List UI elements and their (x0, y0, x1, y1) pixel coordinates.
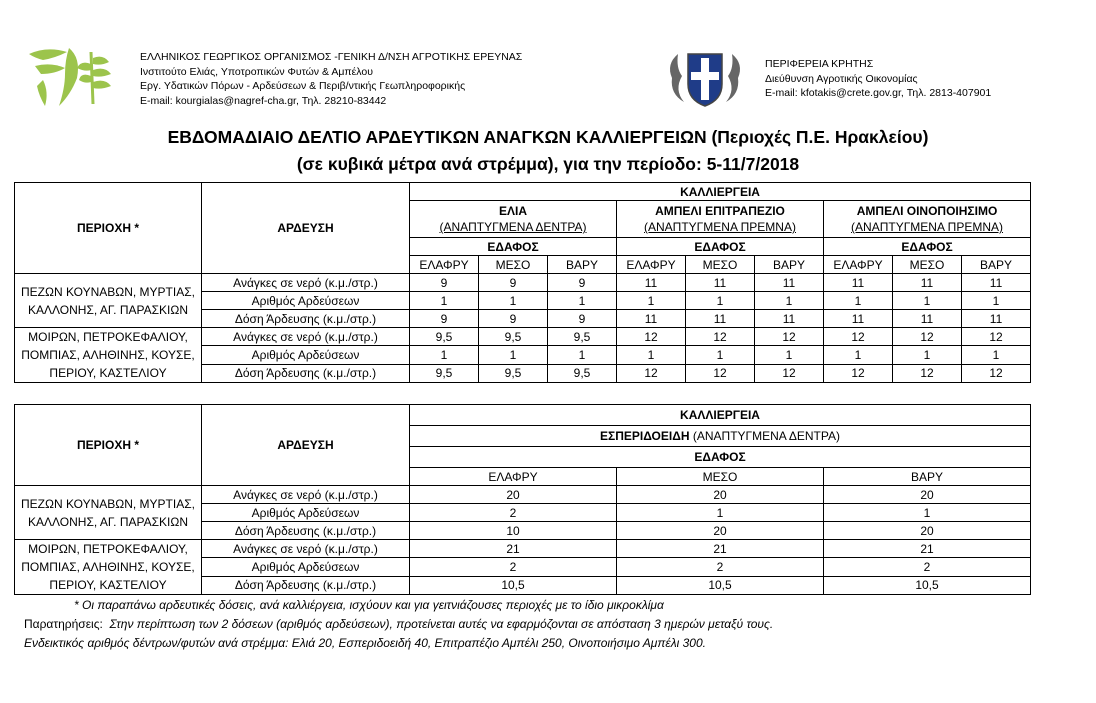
value-cell: 9 (410, 274, 479, 292)
value-cell: 12 (893, 328, 962, 346)
value-cell: 1 (410, 346, 479, 364)
value-cell: 12 (893, 364, 962, 382)
crops-header: ΚΑΛΛΙΕΡΓΕΙΑ (410, 405, 1031, 426)
value-cell: 9,5 (548, 364, 617, 382)
value-cell: 21 (617, 540, 824, 558)
measure-label: Δόση Άρδευσης (κ.μ./στρ.) (202, 576, 410, 594)
value-cell: 11 (962, 274, 1031, 292)
value-cell: 20 (617, 486, 824, 504)
value-cell: 11 (755, 310, 824, 328)
value-cell: 1 (893, 346, 962, 364)
value-cell: 20 (824, 486, 1031, 504)
value-cell: 9,5 (479, 364, 548, 382)
value-cell: 12 (962, 364, 1031, 382)
header-right-info (765, 57, 991, 101)
region-cell: ΜΟΙΡΩΝ, ΠΕΤΡΟΚΕΦΑΛΙΟΥ, ΠΟΜΠΙΑΣ, ΑΛΗΘΙΝΗΣ, ΚΟΥΣΕ, ΠΕΡΙΟΥ, ΚΑΣΤΕΛΙΟΥ (15, 328, 202, 383)
irrigation-header: ΑΡΔΕΥΣΗ (202, 183, 410, 274)
note-plant-density: Ενδεικτικός αριθμός δέντρων/φυτών ανά στρέμμα: Ελιά 20, Εσπεριδοειδή 40, Επιτραπέζιο Αμπέλι 250, Οινοποιήσιμο Αμπέλι 300. (24, 636, 706, 650)
value-cell: 1 (824, 504, 1031, 522)
right-contact: E-mail: kfotakis@crete.gov.gr, Τηλ. 2813-407901 (765, 87, 992, 100)
value-cell: 1 (548, 346, 617, 364)
measure-label: Ανάγκες σε νερό (κ.μ./στρ.) (202, 328, 410, 346)
value-cell: 1 (893, 292, 962, 310)
value-cell: 9 (479, 310, 548, 328)
value-cell: 20 (410, 486, 617, 504)
value-cell: 12 (617, 364, 686, 382)
table-row (15, 274, 1031, 292)
crops-header: ΚΑΛΛΙΕΡΓΕΙΑ (410, 183, 1031, 201)
footnotes (24, 596, 773, 653)
measure-label: Ανάγκες σε νερό (κ.μ./στρ.) (202, 274, 410, 292)
crop-header-wine-grape: ΑΜΠΕΛΙ ΟΙΝΟΠΟΙΗΣΙΜΟ (ΑΝΑΠΤΥΓΜΕΝΑ ΠΡΕΜΝΑ) (824, 201, 1031, 238)
value-cell: 1 (479, 346, 548, 364)
value-cell: 9,5 (479, 328, 548, 346)
value-cell: 9 (479, 274, 548, 292)
table-row (15, 328, 1031, 346)
value-cell: 11 (824, 274, 893, 292)
value-cell: 12 (686, 364, 755, 382)
value-cell: 1 (686, 292, 755, 310)
value-cell: 1 (962, 346, 1031, 364)
value-cell: 20 (824, 522, 1031, 540)
value-cell: 2 (410, 558, 617, 576)
soil-label: ΕΔΑΦΟΣ (410, 238, 617, 256)
soil-label: ΕΔΑΦΟΣ (410, 447, 1031, 468)
note-remarks: Παρατηρήσεις: Στην περίπτωση των 2 δόσεων (αριθμός αρδεύσεων), προτείνεται αυτές να εφαρμόζονται σε απόσταση 3 ημερών μεταξύ τους. (24, 617, 774, 631)
value-cell: 1 (617, 346, 686, 364)
lab-name: Εργ. Υδατικών Πόρων - Αρδεύσεων & Περιβ/ντικής Γεωπληροφορικής (140, 80, 466, 93)
region-cell: ΜΟΙΡΩΝ, ΠΕΤΡΟΚΕΦΑΛΙΟΥ, ΠΟΜΠΙΑΣ, ΑΛΗΘΙΝΗΣ, ΚΟΥΣΕ, ΠΕΡΙΟΥ, ΚΑΣΤΕΛΙΟΥ (15, 540, 202, 595)
soil-medium: ΜΕΣΟ (617, 468, 824, 486)
value-cell: 9 (410, 310, 479, 328)
value-cell: 9,5 (548, 328, 617, 346)
region-header: ΠΕΡΙΟΧΗ * (15, 405, 202, 486)
soil-heavy: ΒΑΡΥ (755, 256, 824, 274)
soil-heavy: ΒΑΡΥ (548, 256, 617, 274)
value-cell: 10,5 (824, 576, 1031, 594)
left-contact: E-mail: kourgialas@nagref-cha.gr, Τηλ. 28210-83442 (140, 94, 387, 107)
soil-label: ΕΔΑΦΟΣ (824, 238, 1031, 256)
header-left-info (140, 50, 522, 108)
value-cell: 12 (824, 328, 893, 346)
measure-label: Αριθμός Αρδεύσεων (202, 346, 410, 364)
value-cell: 11 (617, 274, 686, 292)
value-cell: 12 (755, 328, 824, 346)
value-cell: 2 (410, 504, 617, 522)
value-cell: 11 (893, 310, 962, 328)
crop-header-olive: ΕΛΙΑ (ΑΝΑΠΤΥΓΜΕΝΑ ΔΕΝΤΡΑ) (410, 201, 617, 238)
measure-label: Ανάγκες σε νερό (κ.μ./στρ.) (202, 540, 410, 558)
value-cell: 1 (548, 292, 617, 310)
measure-label: Αριθμός Αρδεύσεων (202, 504, 410, 522)
value-cell: 12 (824, 364, 893, 382)
table-row (15, 540, 1031, 558)
value-cell: 1 (824, 292, 893, 310)
soil-light: ΕΛΑΦΡΥ (410, 468, 617, 486)
value-cell: 1 (755, 346, 824, 364)
soil-heavy: ΒΑΡΥ (962, 256, 1031, 274)
value-cell: 9 (548, 310, 617, 328)
table-row (15, 486, 1031, 504)
value-cell: 12 (755, 364, 824, 382)
value-cell: 11 (686, 274, 755, 292)
value-cell: 11 (755, 274, 824, 292)
note-microclimate: * Οι παραπάνω αρδευτικές δόσεις, ανά καλλιέργεια, ισχύουν και για γειτνιάζουσες περιοχές με το ίδιο μικροκλίμα (74, 598, 664, 612)
measure-label: Αριθμός Αρδεύσεων (202, 292, 410, 310)
elgo-logo (25, 44, 125, 112)
irrigation-table-olive-vine (14, 182, 1031, 383)
region-cell: ΠΕΖΩΝ ΚΟΥΝΑΒΩΝ, ΜΥΡΤΙΑΣ, ΚΑΛΛΟΝΗΣ, ΑΓ. ΠΑΡΑΣΚΙΩΝ (15, 274, 202, 328)
soil-medium: ΜΕΣΟ (686, 256, 755, 274)
value-cell: 1 (824, 346, 893, 364)
directorate-name: Διεύθυνση Αγροτικής Οικονομίας (765, 72, 918, 85)
value-cell: 10,5 (617, 576, 824, 594)
value-cell: 1 (755, 292, 824, 310)
region-header: ΠΕΡΙΟΧΗ * (15, 183, 202, 274)
measure-label: Δόση Άρδευσης (κ.μ./στρ.) (202, 522, 410, 540)
measure-label: Ανάγκες σε νερό (κ.μ./στρ.) (202, 486, 410, 504)
value-cell: 11 (824, 310, 893, 328)
value-cell: 10,5 (410, 576, 617, 594)
measure-label: Δόση Άρδευσης (κ.μ./στρ.) (202, 310, 410, 328)
soil-medium: ΜΕΣΟ (479, 256, 548, 274)
table2-body (15, 486, 1031, 595)
value-cell: 2 (617, 558, 824, 576)
soil-light: ΕΛΑΦΡΥ (410, 256, 479, 274)
value-cell: 12 (617, 328, 686, 346)
irrigation-table-citrus (14, 404, 1031, 595)
soil-label: ΕΔΑΦΟΣ (617, 238, 824, 256)
value-cell: 10 (410, 522, 617, 540)
region-cell: ΠΕΖΩΝ ΚΟΥΝΑΒΩΝ, ΜΥΡΤΙΑΣ, ΚΑΛΛΟΝΗΣ, ΑΓ. ΠΑΡΑΣΚΙΩΝ (15, 486, 202, 540)
value-cell: 12 (686, 328, 755, 346)
table1-body (15, 274, 1031, 383)
crop-header-table-grape: ΑΜΠΕΛΙ ΕΠΙΤΡΑΠΕΖΙΟ (ΑΝΑΠΤΥΓΜΕΝΑ ΠΡΕΜΝΑ) (617, 201, 824, 238)
soil-medium: ΜΕΣΟ (893, 256, 962, 274)
value-cell: 12 (962, 328, 1031, 346)
crop-header-citrus: ΕΣΠΕΡΙΔΟΕΙΔΗ (ΑΝΑΠΤΥΓΜΕΝΑ ΔΕΝΤΡΑ) (410, 426, 1031, 447)
soil-light: ΕΛΑΦΡΥ (617, 256, 686, 274)
value-cell: 9 (548, 274, 617, 292)
measure-label: Δόση Άρδευσης (κ.μ./στρ.) (202, 364, 410, 382)
value-cell: 11 (617, 310, 686, 328)
value-cell: 21 (410, 540, 617, 558)
value-cell: 2 (824, 558, 1031, 576)
value-cell: 9,5 (410, 364, 479, 382)
document-subtitle: (σε κυβικά μέτρα ανά στρέμμα), για την περίοδο: 5-11/7/2018 (296, 154, 800, 174)
institute-name: Ινστιτούτο Ελιάς, Υποτροπικών Φυτών & Αμπέλου (140, 65, 373, 78)
value-cell: 20 (617, 522, 824, 540)
value-cell: 1 (686, 346, 755, 364)
value-cell: 1 (962, 292, 1031, 310)
value-cell: 21 (824, 540, 1031, 558)
value-cell: 1 (617, 292, 686, 310)
region-name: ΠΕΡΙΦΕΡΕΙΑ ΚΡΗΤΗΣ (765, 58, 874, 70)
value-cell: 11 (686, 310, 755, 328)
soil-light: ΕΛΑΦΡΥ (824, 256, 893, 274)
value-cell: 11 (962, 310, 1031, 328)
value-cell: 9,5 (410, 328, 479, 346)
value-cell: 1 (479, 292, 548, 310)
soil-heavy: ΒΑΡΥ (824, 468, 1031, 486)
greek-emblem-icon (664, 46, 746, 110)
value-cell: 11 (893, 274, 962, 292)
irrigation-header: ΑΡΔΕΥΣΗ (202, 405, 410, 486)
org-name: ΕΛΛΗΝΙΚΟΣ ΓΕΩΡΓΙΚΟΣ ΟΡΓΑΝΙΣΜΟΣ -ΓΕΝΙΚΗ Δ/ΝΣΗ ΑΓΡΟΤΙΚΗΣ ΕΡΕΥΝΑΣ (140, 51, 523, 63)
measure-label: Αριθμός Αρδεύσεων (202, 558, 410, 576)
document-title: ΕΒΔΟΜΑΔΙΑΙΟ ΔΕΛΤΙΟ ΑΡΔΕΥΤΙΚΩΝ ΑΝΑΓΚΩΝ ΚΑΛΛΙΕΡΓΕΙΩΝ (Περιοχές Π.Ε. Ηρακλείου) (167, 127, 929, 147)
value-cell: 1 (617, 504, 824, 522)
value-cell: 1 (410, 292, 479, 310)
